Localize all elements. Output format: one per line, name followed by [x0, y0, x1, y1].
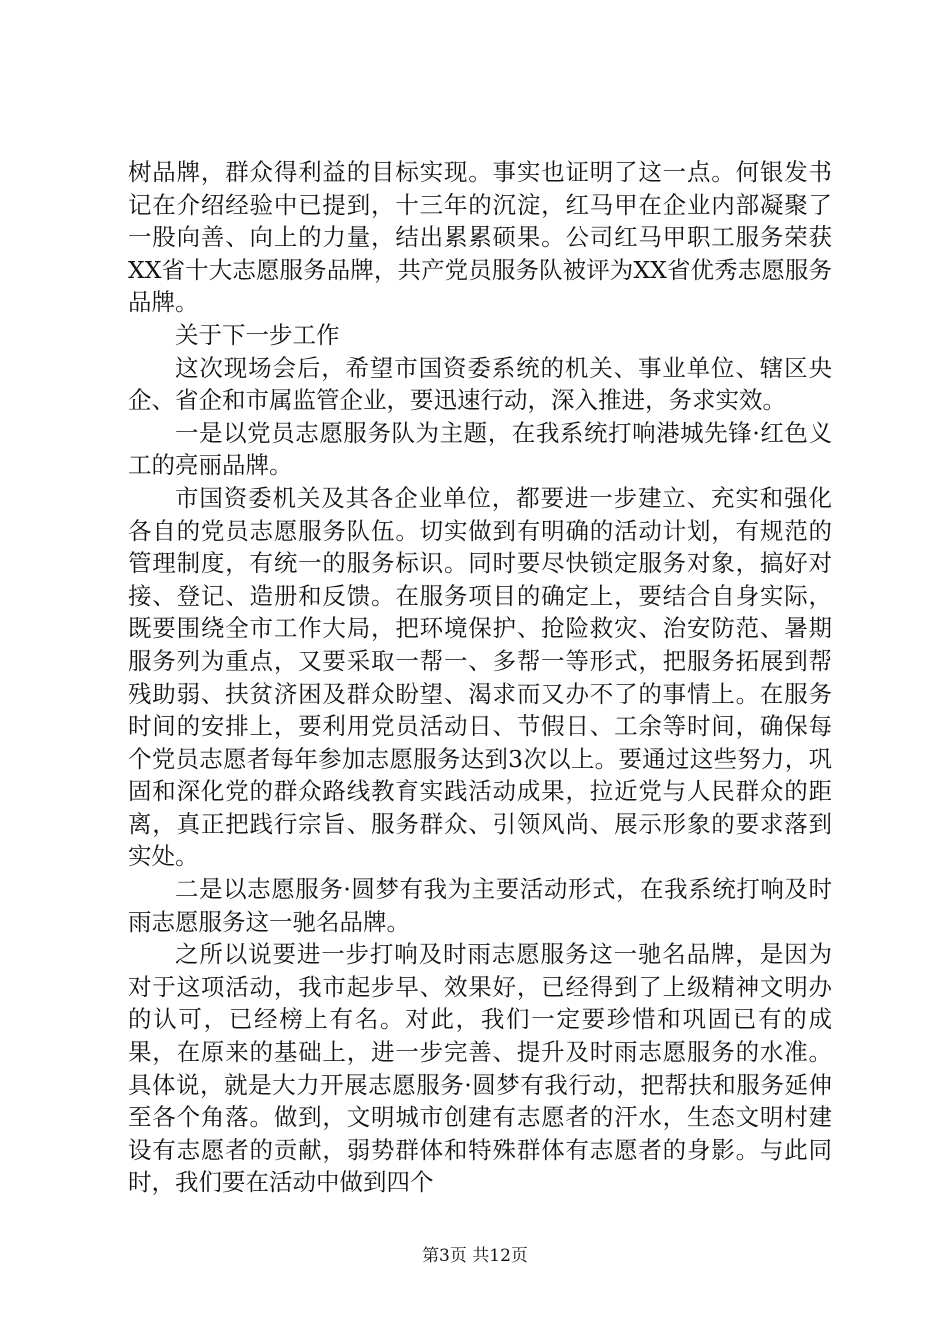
paragraph-continued: 树品牌，群众得利益的目标实现。事实也证明了这一点。何银发书记在介绍经验中已提到，十三年的沉淀，红马甲在企业内部凝聚了一股向善、向上的力量，结出累累硕果。公司红马甲职工服务荣获XX省十大志愿服务品牌，共产党员服务队被评为XX省优秀志愿服务品牌。: [128, 158, 832, 317]
page-footer: 第3页 共12页: [422, 1246, 528, 1266]
paragraph: 这次现场会后，希望市国资委系统的机关、事业单位、辖区央企、省企和市属监管企业，要迅速行动，深入推进，务求实效。: [128, 353, 832, 415]
section-heading: 关于下一步工作: [175, 320, 340, 349]
paragraph: 二是以志愿服务·圆梦有我为主要活动形式，在我系统打响及时雨志愿服务这一驰名品牌。: [128, 875, 832, 936]
paragraph: 之所以说要进一步打响及时雨志愿服务这一驰名品牌，是因为对于这项活动，我市起步早、效果好，已经得到了上级精神文明办的认可，已经榜上有名。对此，我们一定要珍惜和巩固已有的成果，在原来的基础上，进一步完善、提升及时雨志愿服务的水准。具体说，就是大力开展志愿服务·圆梦有我行动，把帮扶和服务延伸至各个角落。做到，文明城市创建有志愿者的汗水，生态文明村建设有志愿者的贡献，弱势群体和特殊群体有志愿者的身影。与此同时，我们要在活动中做到四个: [128, 940, 832, 1197]
document-body: [128, 156, 832, 1199]
paragraph: 一是以党员志愿服务队为主题，在我系统打响港城先锋·红色义工的亮丽品牌。: [128, 418, 832, 480]
paragraph: 市国资委机关及其各企业单位，都要进一步建立、充实和强化各自的党员志愿服务队伍。切实做到有明确的活动计划，有规范的管理制度，有统一的服务标识。同时要尽快锁定服务对象，搞好对接、登记、造册和反馈。在服务项目的确定上，要结合自身实际，既要围绕全市工作大局，把环境保护、抢险救灾、治安防范、暑期服务列为重点，又要采取一帮一、多帮一等形式，把服务拓展到帮残助弱、扶贫济困及群众盼望、渴求而又办不了的事情上。在服务时间的安排上，要利用党员活动日、节假日、工余等时间，确保每个党员志愿者每年参加志愿服务达到3次以上。要通过这些努力，巩固和深化党的群众路线教育实践活动成果，拉近党与人民群众的距离，真正把践行宗旨、服务群众、引领风尚、展示形象的要求落到实处。: [128, 483, 832, 871]
